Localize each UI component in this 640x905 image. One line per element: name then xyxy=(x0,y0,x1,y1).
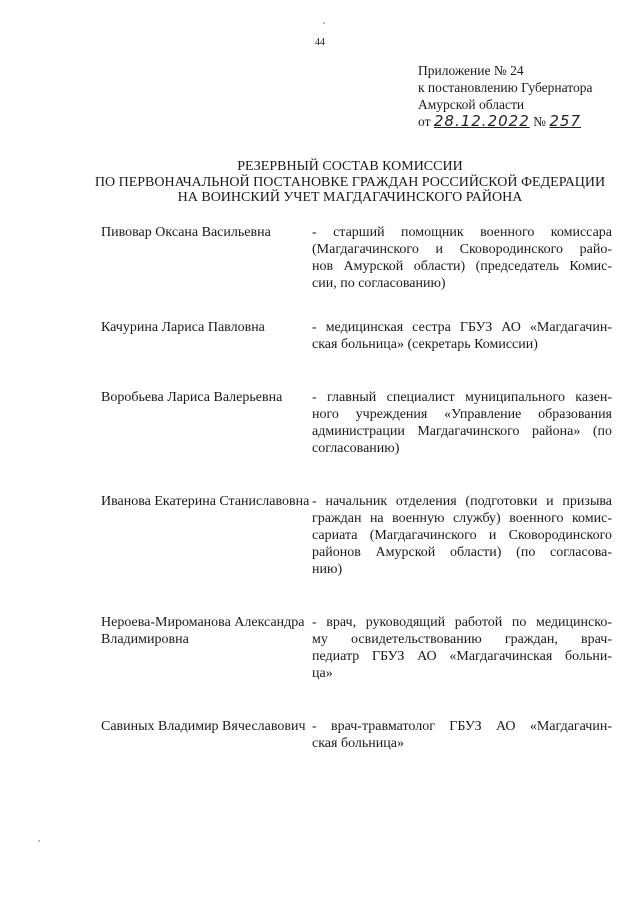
appendix-line: Приложение № 24 xyxy=(418,63,524,78)
member-name-line: Савиных Владимир Вячеславович xyxy=(101,719,306,734)
member-name xyxy=(101,718,312,752)
member-name-line: Нероева-Мироманова Александра xyxy=(101,615,305,630)
number-prefix: № xyxy=(533,114,547,129)
date-prefix: от xyxy=(418,114,431,129)
member-name xyxy=(101,319,312,353)
handwritten-number: 257 xyxy=(549,112,582,130)
member-name xyxy=(101,389,312,457)
member-role-line: согласованию) xyxy=(312,441,400,456)
member-role-line: - старший помощник военного комиссара xyxy=(312,225,612,240)
title-line: НА ВОИНСКИЙ УЧЕТ МАГДАГАЧИНСКОГО РАЙОНА xyxy=(177,190,523,205)
member-name xyxy=(101,614,312,682)
member-role-line: граждан на военную службу) военного комис- xyxy=(312,511,612,526)
document-title xyxy=(60,159,640,206)
appendix-line: Амурской области xyxy=(418,97,525,112)
member-name xyxy=(101,493,312,578)
member-role-line: ская больница» (секретарь Комиссии) xyxy=(312,337,538,352)
members-list xyxy=(101,224,612,752)
member-role-line: ца» xyxy=(312,666,333,681)
member-role-line: районов Амурской области) (по согласова- xyxy=(312,545,612,560)
handwritten-date: 28.12.2022 xyxy=(433,112,530,130)
member-role-line: - врач, руководящий работой по медицинско- xyxy=(312,615,612,630)
member-role-line: сии, по согласованию) xyxy=(312,276,446,291)
member-role-line: - медицинская сестра ГБУЗ АО «Магдагачин- xyxy=(312,320,612,335)
member-row xyxy=(101,493,612,578)
member-name-line: Пивовар Оксана Васильевна xyxy=(101,225,271,240)
scan-speck xyxy=(323,22,325,24)
member-row xyxy=(101,389,612,457)
title-line: РЕЗЕРВНЫЙ СОСТАВ КОМИССИИ xyxy=(237,159,463,174)
member-role-line: - врач-травматолог ГБУЗ АО «Магдагачин- xyxy=(312,719,612,734)
member-role xyxy=(312,319,612,353)
member-role-line: нию) xyxy=(312,562,343,577)
member-row xyxy=(101,718,612,752)
member-role xyxy=(312,614,612,682)
scan-speck xyxy=(38,840,40,842)
member-role xyxy=(312,224,612,292)
member-role-line: (Магдагачинского и Сковородинского райо- xyxy=(312,242,612,257)
member-role-line: нов Амурской области) (председатель Комис- xyxy=(312,259,612,274)
appendix-line: к постановлению Губернатора xyxy=(418,80,593,95)
member-name-line: Иванова Екатерина Станиславовна xyxy=(101,494,310,509)
member-role-line: ного учреждения «Управление образования xyxy=(312,407,612,422)
member-role-line: му освидетельствованию граждан, врач- xyxy=(312,632,612,647)
member-name-line: Воробьева Лариса Валерьевна xyxy=(101,390,283,405)
page-number: 44 xyxy=(315,37,325,48)
appendix-block xyxy=(418,62,592,130)
member-name-line: Владимировна xyxy=(101,632,189,647)
member-row xyxy=(101,614,612,682)
member-name-line: Качурина Лариса Павловна xyxy=(101,320,265,335)
member-role-line: педиатр ГБУЗ АО «Магдагачинская больни- xyxy=(312,649,612,664)
member-role-line: - начальник отделения (подготовки и призыва xyxy=(312,494,612,509)
member-role-line: ская больница» xyxy=(312,736,404,751)
member-name xyxy=(101,224,312,292)
member-row xyxy=(101,319,612,353)
title-line: ПО ПЕРВОНАЧАЛЬНОЙ ПОСТАНОВКЕ ГРАЖДАН РОССИЙСКОЙ ФЕДЕРАЦИИ xyxy=(94,174,606,190)
member-role xyxy=(312,718,612,752)
member-row xyxy=(101,224,612,292)
member-role-line: администрации Магдагачинского района» (по xyxy=(312,424,612,439)
member-role-line: - главный специалист муниципального казен- xyxy=(312,390,612,405)
appendix-date-line xyxy=(418,113,592,130)
member-role xyxy=(312,493,612,578)
member-role xyxy=(312,389,612,457)
member-role-line: сариата (Магдагачинского и Сковородинского xyxy=(312,528,612,543)
